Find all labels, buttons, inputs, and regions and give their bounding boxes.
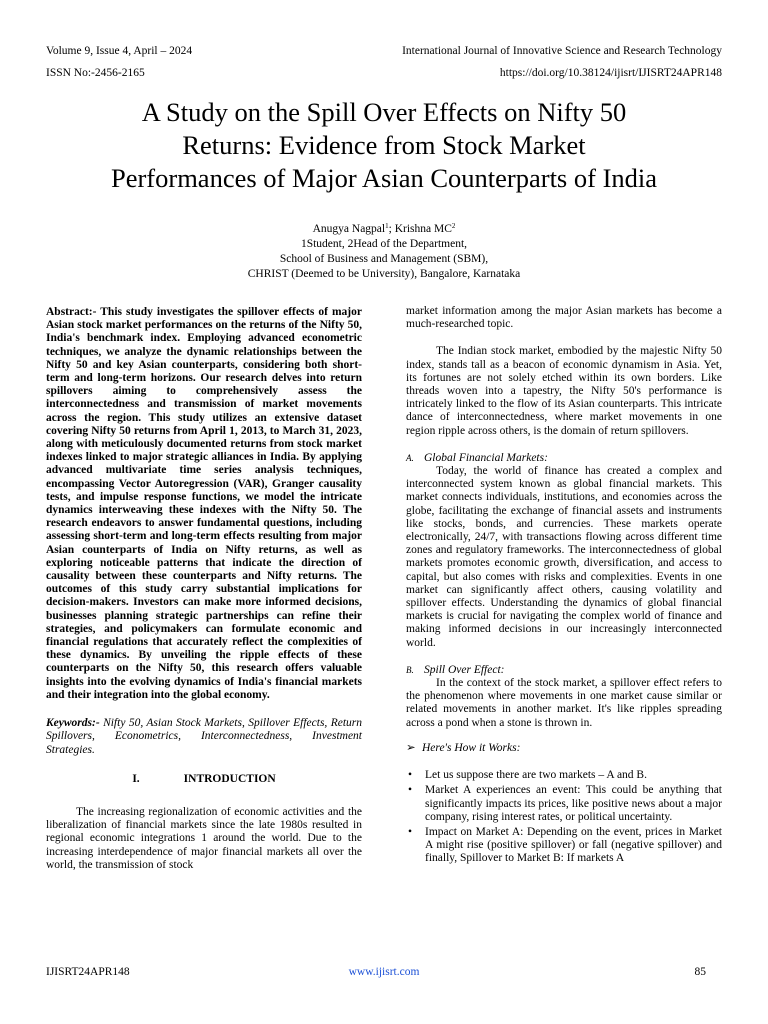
how-it-works-title: Here's How it Works: (422, 741, 521, 754)
bullet-icon: • (408, 825, 413, 838)
title-line: Returns: Evidence from Stock Market (182, 130, 586, 160)
header-journal-name: International Journal of Innovative Science and Research Technology (402, 45, 722, 57)
keywords (46, 717, 362, 757)
abstract: Abstract:- This study investigates the spillover effects of major Asian stock market performances on the returns of the Nifty 50, India's benchmark index. Employing advanced econometric techniques, we analyze the dynamic relationships between the Nifty 50 and key Asian counterparts, considering both short-term and long-term horizons. Our research delves into return spillovers aiming to comprehensively assess the interconnectedness and transmission of market movements across the region. This study utilizes an extensive dataset covering Nifty 50 returns from April 1, 2013, to March 31, 2023, along with meticulously documented returns from stock market indexes linked to major strategic alliances in India. By applying advanced multivariate time series analysis techniques, encompassing Vector Autoregression (VAR), Granger causality tests, and impulse response functions, we model the intricate dynamics interweaving these indexes with the Nifty 50. The research endeavors to answer fundamental questions, including assessing short-term and long-term effects resulting from major Asian counterparts of India on Nifty returns, as well as exploring noticeable patterns that indicate the direction of causality between these counterparts and Nifty returns. The outcomes of this study carry substantial implications for decision-makers. Investors can make more informed decisions, businesses planning strategic partnerships can refine their strategies, and policymakers can formulate economic and financial regulations that accurately reflect the complexities of these dynamics. By unveiling the ripple effects of these counterparts on the Nifty 50, this research offers valuable insights into the evolving dynamics of India's financial markets and their integration into the global economy. (46, 306, 362, 701)
arrow-bullet-icon: ➢ (406, 741, 416, 754)
subsection-title: Global Financial Markets: (424, 451, 548, 464)
spillover-paragraph: In the context of the stock market, a spillover effect refers to the phenomenon where movements in one market cause similar or related movements in another market. It's like ripples spreading across a pond when a stone is thrown in. (406, 677, 722, 729)
bullet-icon: • (408, 769, 413, 782)
author-separator: ; (388, 223, 395, 235)
keywords-label: Keywords:- (46, 717, 100, 730)
author-school: School of Business and Management (SBM), (279, 253, 489, 265)
author-1: Anugya Nagpal (312, 223, 386, 235)
list-item-text: Market A experiences an event: This could be anything that significantly impacts its prices, like positive news about a major company, rising interest rates, or political uncertainty. (425, 784, 722, 823)
header-doi-link[interactable]: https://doi.org/10.38124/ijisrt/IJISRT24APR148 (499, 67, 722, 79)
left-column (46, 306, 362, 872)
author-names (0, 222, 768, 237)
list-item-text: Impact on Market A: Depending on the event, prices in Market A might rise (positive spillover) or fall (negative spillover) and finally, Spillover to Market B: If markets A (425, 825, 722, 865)
footer-page-number: 85 (694, 966, 706, 978)
title-line: Performances of Major Asian Counterparts of India (110, 163, 658, 193)
author-university: CHRIST (Deemed to be University), Bangalore, Karnataka (247, 268, 521, 280)
global-markets-paragraph: Today, the world of finance has created a complex and interconnected system known as global financial markets. This market connects individuals, institutions, and economies across the globe, facilitating the exchange of financial assets and instruments like stocks, bonds, and currencies. These markets operate electronically, 24/7, with transactions flowing across different time zones and regulatory frameworks. The interconnectedness of global markets promotes economic growth, diversification, and access to capital, but also comes with risks and complexities. Events in one market can significantly affect others, causing volatility and spillover effects. Understanding the dynamics of global financial markets is crucial for navigating the complex world of finance and making informed decisions in our increasingly interconnected world. (406, 465, 722, 649)
continued-paragraph: market information among the major Asian markets has become a much-researched topic. (406, 305, 722, 331)
list-item (406, 826, 722, 866)
subsection-title: Spill Over Effect: (424, 663, 505, 676)
bullet-icon: • (408, 784, 413, 797)
footer-website-link[interactable]: www.ijisrt.com (348, 966, 420, 978)
list-item (406, 784, 722, 824)
author-1-affiliation-mark: 1 (385, 222, 389, 230)
header-volume: Volume 9, Issue 4, April – 2024 (46, 45, 193, 57)
list-item-text: Let us suppose there are two markets – A and B. (425, 769, 647, 782)
section-number: I. (132, 772, 140, 785)
paper-title (40, 96, 728, 195)
header-issn: ISSN No:-2456-2165 (46, 67, 145, 79)
indian-market-paragraph: The Indian stock market, embodied by the majestic Nifty 50 index, stands tall as a beacon of economic dynamism in Asia. Yet, its fortunes are not solely etched within its own borders. Like threads woven into a tapestry, the Nifty 50's performance is intricately linked to the flow of its Asian counterparts. This intricate dance of interconnectedness, where market movements in one region ripple across others, is the domain of return spillovers. (406, 345, 722, 437)
author-roles: 1Student, 2Head of the Department, (300, 238, 468, 250)
list-item (406, 769, 722, 782)
right-column (406, 305, 722, 868)
subsection-heading-spillover (406, 664, 722, 677)
author-2: Krishna MC (394, 223, 452, 235)
how-it-works-heading (406, 742, 722, 755)
footer-paper-code: IJISRT24APR148 (46, 966, 130, 978)
subsection-heading-global-markets (406, 452, 722, 465)
section-title: INTRODUCTION (183, 772, 276, 785)
section-heading-introduction (46, 773, 362, 786)
title-line: A Study on the Spill Over Effects on Nifty 50 (141, 97, 627, 127)
subsection-letter: B. (406, 664, 414, 675)
author-2-affiliation-mark: 2 (451, 222, 456, 230)
author-block (0, 222, 768, 282)
how-it-works-list (406, 769, 722, 865)
intro-paragraph: The increasing regionalization of economic activities and the liberalization of financial markets since the late 1980s resulted in regional economic integrations 1 around the world. Due to the increasing interdependence of major financial markets all over the world, the transmission of stock (46, 805, 362, 871)
keywords-text: Nifty 50, Asian Stock Markets, Spillover Effects, Return Spillovers, Econometrics, Interconnectedness, Investment Strategies. (46, 717, 362, 756)
subsection-letter: A. (406, 452, 414, 463)
